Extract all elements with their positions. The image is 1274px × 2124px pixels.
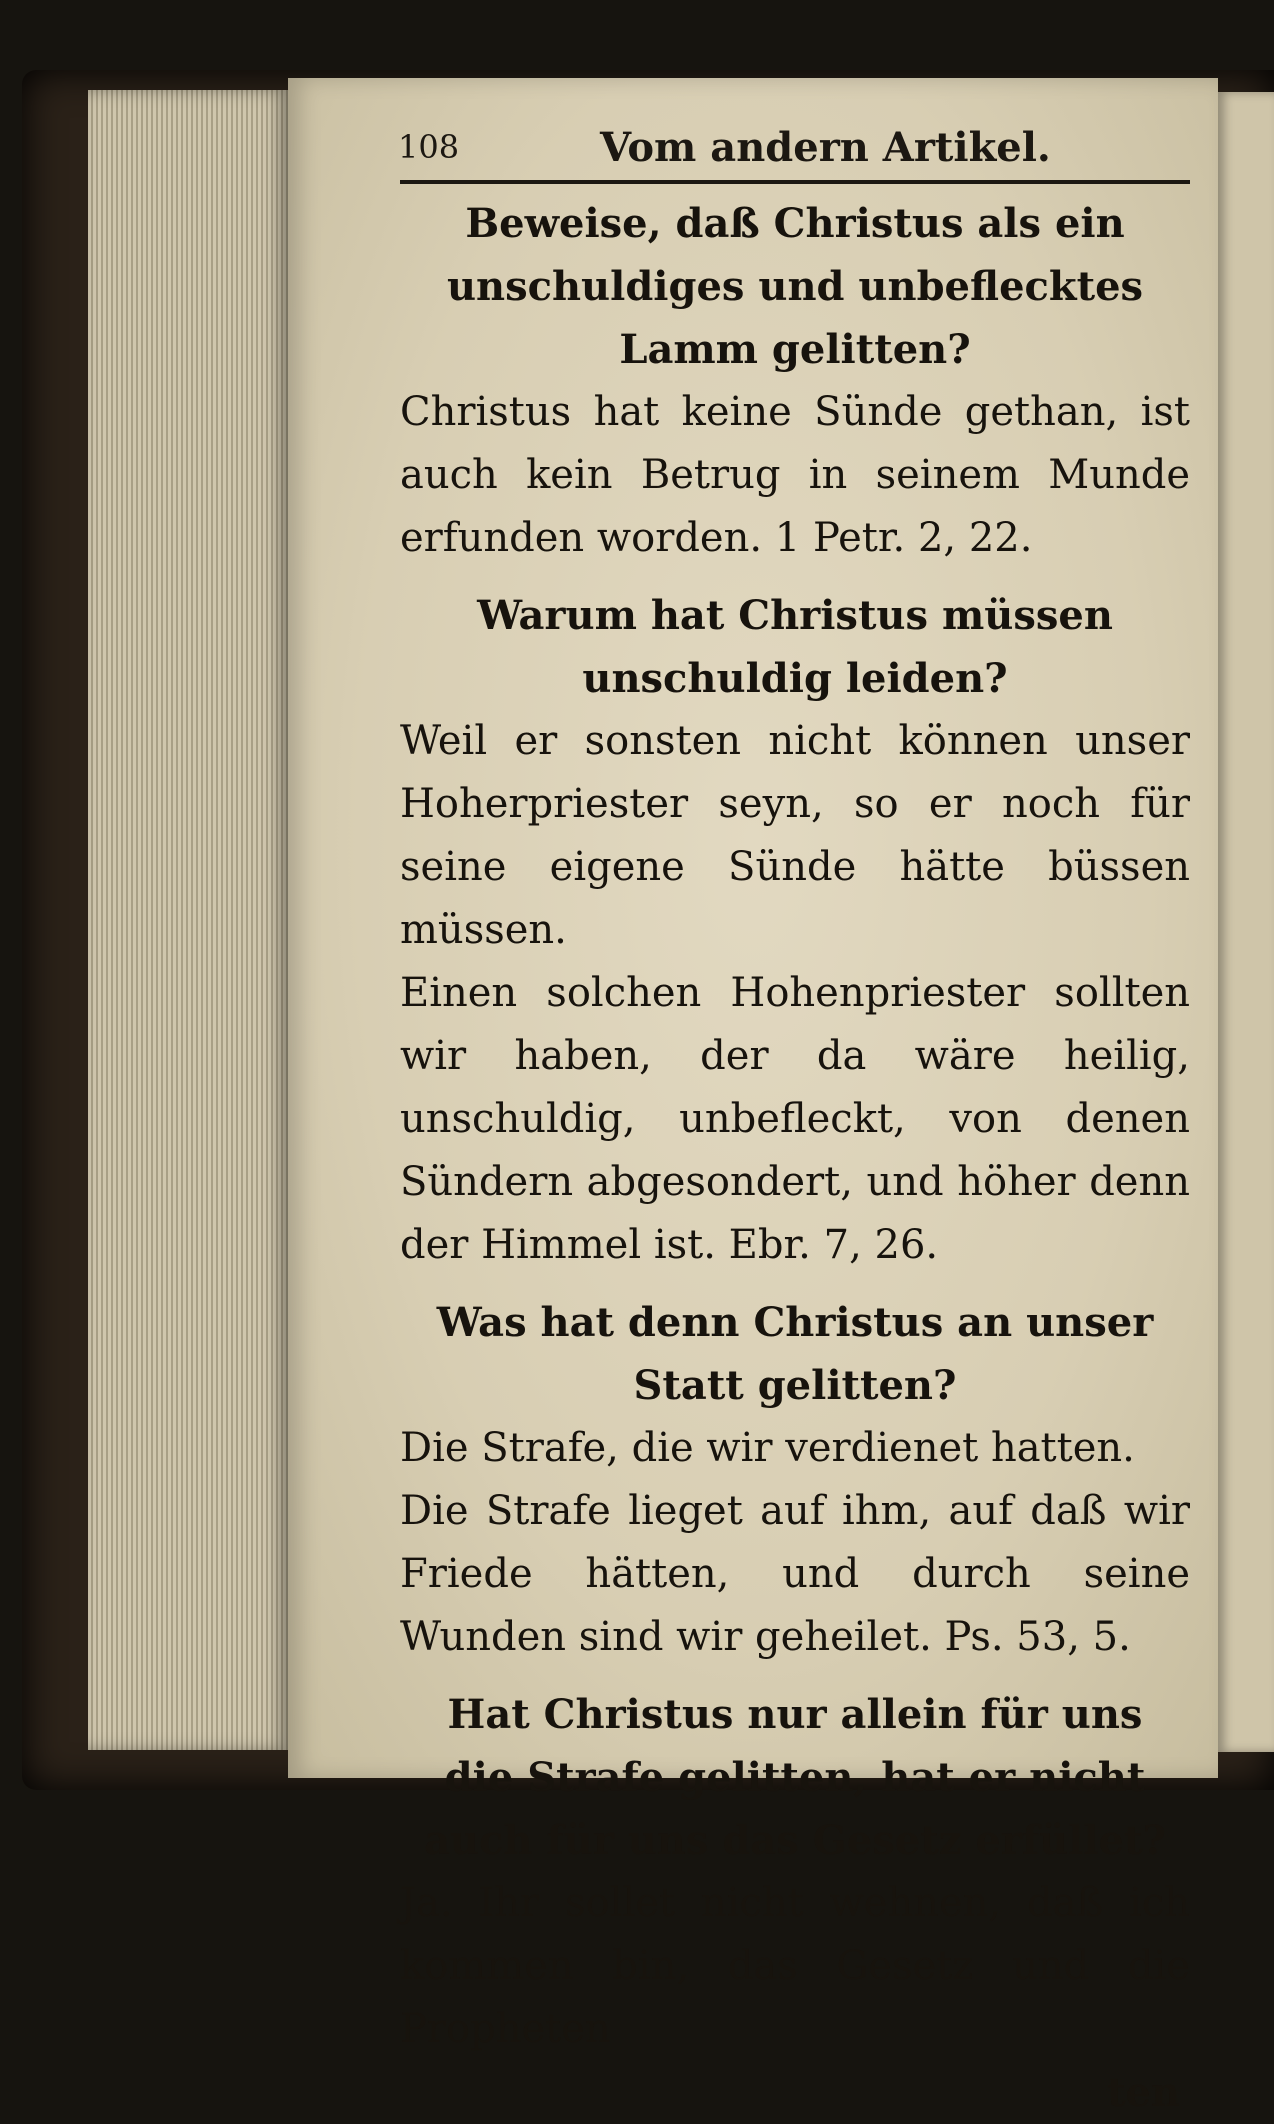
page-header: [390, 120, 1190, 180]
page-number: 108: [398, 128, 460, 166]
running-title: Vom andern Artikel.: [600, 124, 1051, 171]
question-2: Warum hat Christus müssen unschuldig leiden?: [477, 592, 1113, 702]
next-page-edge: [1218, 92, 1274, 1752]
answer-4-1: Ja. Ihr sollet nicht wehnen, daß ich kommen bin, das Gesetz und die Propheten: [400, 1880, 1190, 2052]
question-1: Beweise, daß Christus als ein unschuldiges und unbeflecktes Lamm gelitten?: [446, 200, 1144, 373]
header-rule: [400, 180, 1190, 184]
page-edges: [88, 90, 288, 1750]
answer-2-2: Einen solchen Hohenpriester sollten wir haben, der da wäre heilig, unschuldig, unbefleckt, von denen Sündern abgesondert, und höher denn der Himmel ist. Ebr. 7, 26.: [400, 970, 1190, 1268]
answer-3-2: Die Strafe lieget auf ihm, auf daß wir Friede hätten, und durch seine Wunden sind wir geheilet. Ps. 53, 5.: [400, 1488, 1190, 1660]
text-block: [400, 192, 1190, 2124]
answer-1-1: Christus hat keine Sünde gethan, ist auch kein Betrug in seinem Munde erfunden worden. 1 Petr. 2, 22.: [400, 389, 1190, 561]
catchword: ten: [1106, 2069, 1180, 2116]
answer-3-1: Die Strafe, die wir verdienet hatten.: [400, 1425, 1135, 1471]
question-3: Was hat denn Christus an unser Statt gelitten?: [436, 1299, 1154, 1409]
answer-2-1: Weil er sonsten nicht können unser Hoherpriester seyn, so er noch für seine eigene Sünde hätte büssen müssen.: [400, 718, 1190, 953]
question-4: Hat Christus nur allein für uns die Strafe gelitten, hat er nicht auch für uns das Gesetz erfüllet?: [424, 1691, 1166, 1864]
